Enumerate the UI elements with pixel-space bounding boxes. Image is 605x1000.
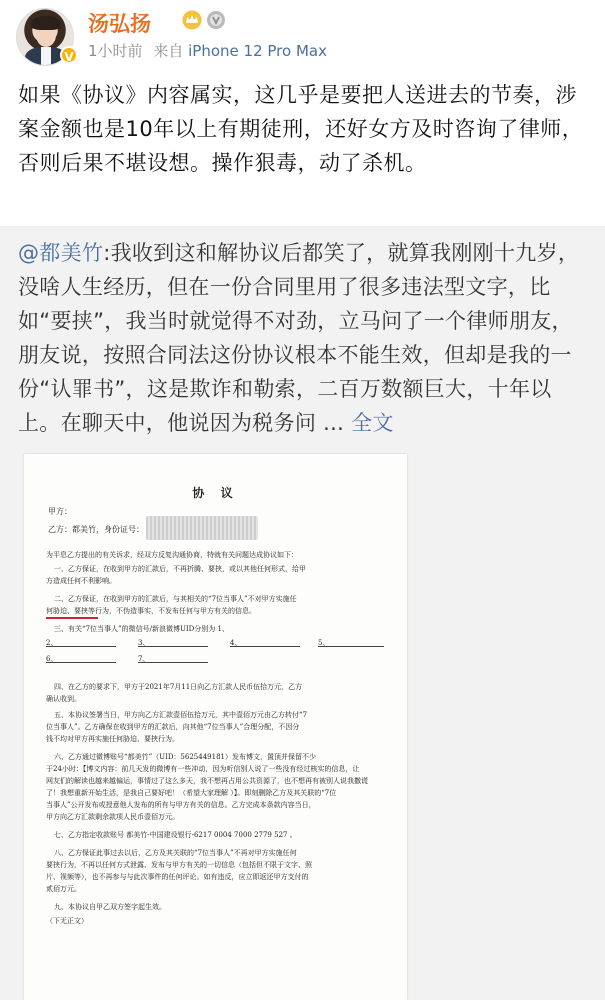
doc-line: 七、乙方指定收款账号 都美竹-中国建设银行-6217 0004 7000 2779 527 。 [54, 831, 297, 839]
doc-line: 确认收到。 [46, 695, 81, 703]
verified-badge-icon: V [60, 46, 78, 64]
mention-link[interactable]: @都美竹 [18, 241, 104, 265]
blank-field: 2、 [46, 638, 116, 647]
blank-field: 3、 [138, 638, 208, 647]
doc-party-b: 乙方：都美竹，身份证号： [48, 525, 144, 534]
doc-line: 片、视频等），也不再参与与此次事件的任何评论。如有违反，应立即返还甲方支付的 [46, 873, 309, 881]
blank-field: 7、 [138, 654, 208, 663]
ellipsis: ... [316, 411, 352, 435]
doc-title: 协 议 [192, 486, 239, 500]
post-header [0, 0, 605, 72]
blank-field: 4、 [230, 638, 300, 647]
avatar-hair [31, 16, 61, 30]
doc-line: 方造成任何不利影响。 [46, 577, 116, 585]
doc-line: 一、乙方保证，在收到甲方的汇款后，不再折腾、要挟，或以其他任何形式，给甲 [54, 565, 306, 573]
doc-line: 要挟行为，不再以任何方式泄露、发布与甲方有关的一切信息（包括但不限于文字、照 [46, 861, 312, 869]
read-more-link[interactable]: 全文 [351, 411, 394, 435]
doc-line: 何胁迫、要挟等行为，不伪造事实，不发布任何与甲方有关的信息。 [46, 607, 256, 615]
doc-line: 于24小时：【博文内容：前几天发的微博有一些冲动，因为听信别人说了一些没有经过核实的信息，让 [46, 765, 360, 773]
doc-line: 甲方向乙方汇款剩余款项人民币壹佰万元。 [46, 813, 179, 821]
crown-icon[interactable] [181, 10, 203, 30]
doc-line: 钱不均对甲方再实施任何胁迫、要挟行为。 [46, 735, 179, 743]
doc-line: 三、有关“7位当事人”的微信号/新浪微博UID分别为 1、 [54, 625, 229, 633]
doc-line: 六、乙方通过微博账号“都美竹”（UID：5625449181）发布博文，置顶并保留不少 [54, 753, 316, 761]
doc-line: 位当事人”。乙方确保在收到甲方的汇款后，向其他“7位当事人”合理分配，不因分 [46, 723, 300, 731]
blank-field: 6、 [46, 654, 116, 663]
post-text: 如果《协议》内容属实，这几乎是要把人送进去的节奏，涉案金额也是10年以上有期徒刑，还好女方及时咨询了律师，否则后果不堪设想。操作狠毒，动了杀机。 [18, 83, 584, 175]
doc-line: 四、在乙方的要求下，甲方于2021年7月11日向乙方汇款人民币伍拾万元，乙方 [54, 683, 303, 691]
source-device[interactable]: iPhone 12 Pro Max [188, 42, 327, 60]
doc-line: 当事人”公开发布或授意他人发布的所有与甲方有关的信息。乙方完成本条款内容当日， [46, 801, 316, 809]
repost-text: :我收到这和解协议后都笑了，就算我刚刚十九岁，没啥人生经历，但在一份合同里用了很多违法型文字，比如“要挟”，我当时就觉得不对劲，立马问了一个律师朋友，朋友说，按照合同法这份协议根本不能生效，但却是我的一份“认罪书”，这是欺诈和勒索，二百万数额巨大，十年以上。在聊天中，他说因为税务问 [18, 241, 580, 435]
doc-line: 了！我想重新开始生活，是我自己要好吧！（希望大家理解 ）】。即刻删除乙方及其关联的“7位 [46, 789, 337, 797]
post-time: 1小时前 [88, 42, 143, 60]
doc-line: 二、乙方保证，在收到甲方的汇款后，与其相关的“7位当事人”不对甲方实施任 [54, 595, 297, 603]
doc-line: （下无正文） [46, 917, 88, 925]
username[interactable]: 汤弘扬 [88, 12, 151, 36]
avatar-shirt [41, 47, 51, 66]
doc-line: 八、乙方保证此事过去以后，乙方及其关联的“7位当事人”不再对甲方实施任何 [54, 849, 297, 857]
repost-text-block [18, 236, 592, 440]
red-underline-mark [46, 617, 98, 619]
doc-line: 五、本协议签署当日，甲方向乙方汇款壹佰伍拾万元，其中壹佰万元由乙方转付“7 [54, 711, 308, 719]
doc-party-a: 甲方： [48, 507, 72, 516]
redaction-block [146, 516, 258, 540]
doc-line: 网友们的解读也越来越偏运，事情过了这么多天，我不想再占用公共资源了，也不想再有被别人说我撒谎 [46, 777, 368, 785]
doc-line: 贰佰万元。 [46, 885, 81, 893]
doc-line: 为平息乙方提出的有关诉求，经双方反复沟通协商，特就有关问题达成协议如下： [46, 551, 298, 559]
medal-icon[interactable] [206, 9, 226, 31]
post-meta [88, 40, 327, 61]
agreement-document-image[interactable] [24, 454, 407, 1000]
source-prefix: 来自 [153, 42, 184, 60]
doc-line: 九、本协议自甲乙双方签字起生效。 [54, 903, 166, 911]
blank-field: 5、 [318, 638, 384, 647]
